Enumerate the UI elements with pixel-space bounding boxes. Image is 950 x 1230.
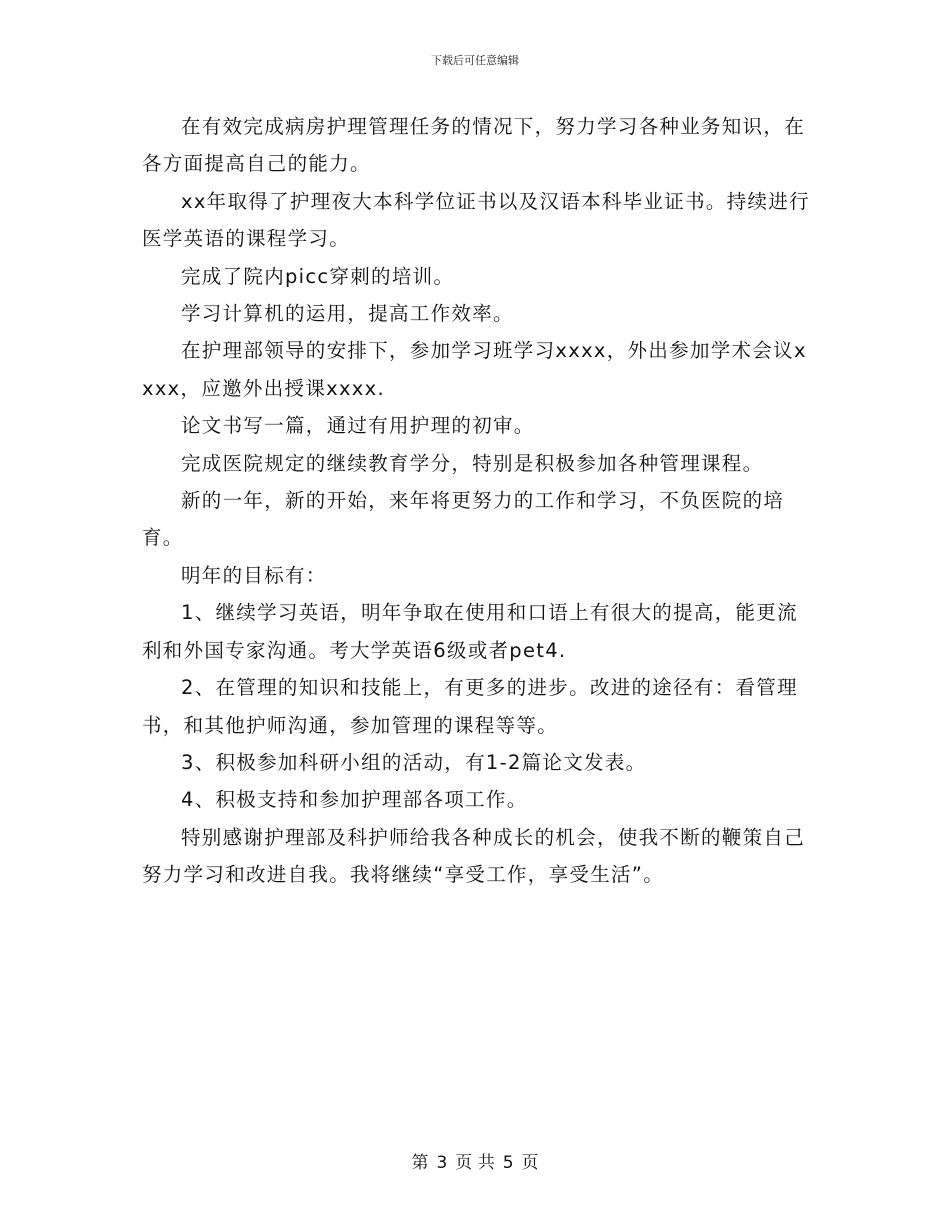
page-prefix: 第: [411, 1153, 429, 1173]
paragraph: 新的一年，新的开始，来年将更努力的工作和学习，不负医院的培育。: [142, 489, 785, 550]
paragraph: 学习计算机的运用，提高工作效率。: [181, 302, 514, 326]
paragraph: 论文书写一篇，通过有用护理的初审。: [181, 414, 535, 438]
goal-item: 3、积极参加科研小组的活动，有1-2篇论文发表。: [181, 750, 647, 774]
paragraph: 在有效完成病房护理管理任务的情况下，努力学习各种业务知识，在各方面提高自己的能力。: [142, 115, 806, 176]
document-body: [142, 108, 810, 894]
total-pages-number: 5: [502, 1153, 514, 1173]
page-header-note: 下载后可任意编辑: [431, 54, 519, 67]
goals-heading: 明年的目标有：: [181, 563, 327, 587]
goal-item: 2、在管理的知识和技能上，有更多的进步。改进的途径有：看管理书，和其他护师沟通，参加管理的课程等等。: [142, 676, 798, 737]
paragraph: 完成医院规定的继续教育学分，特别是积极参加各种管理课程。: [181, 451, 764, 475]
paragraph: xx年取得了护理夜大本科学位证书以及汉语本科毕业证书。持续进行医学英语的课程学习。: [142, 189, 810, 251]
paragraph: 在护理部领导的安排下，参加学习班学习xxxx，外出参加学术会议xxxx，应邀外出授课xxxx.: [142, 339, 807, 400]
paragraph: 完成了院内picc穿刺的培训。: [181, 264, 455, 288]
closing-paragraph: 特别感谢护理部及科护师给我各种成长的机会，使我不断的鞭策自己努力学习和改进自我。我将继续“享受工作，享受生活”。: [142, 825, 806, 887]
goal-item: 1、继续学习英语，明年争取在使用和口语上有很大的提高，能更流利和外国专家沟通。考大学英语6级或者pet4.: [142, 601, 798, 662]
page-mid: 页 共: [455, 1153, 495, 1173]
page-suffix: 页: [521, 1153, 539, 1173]
goal-item: 4、积极支持和参加护理部各项工作。: [181, 788, 528, 812]
page-number: [0, 1152, 950, 1174]
current-page-number: 3: [436, 1153, 448, 1173]
